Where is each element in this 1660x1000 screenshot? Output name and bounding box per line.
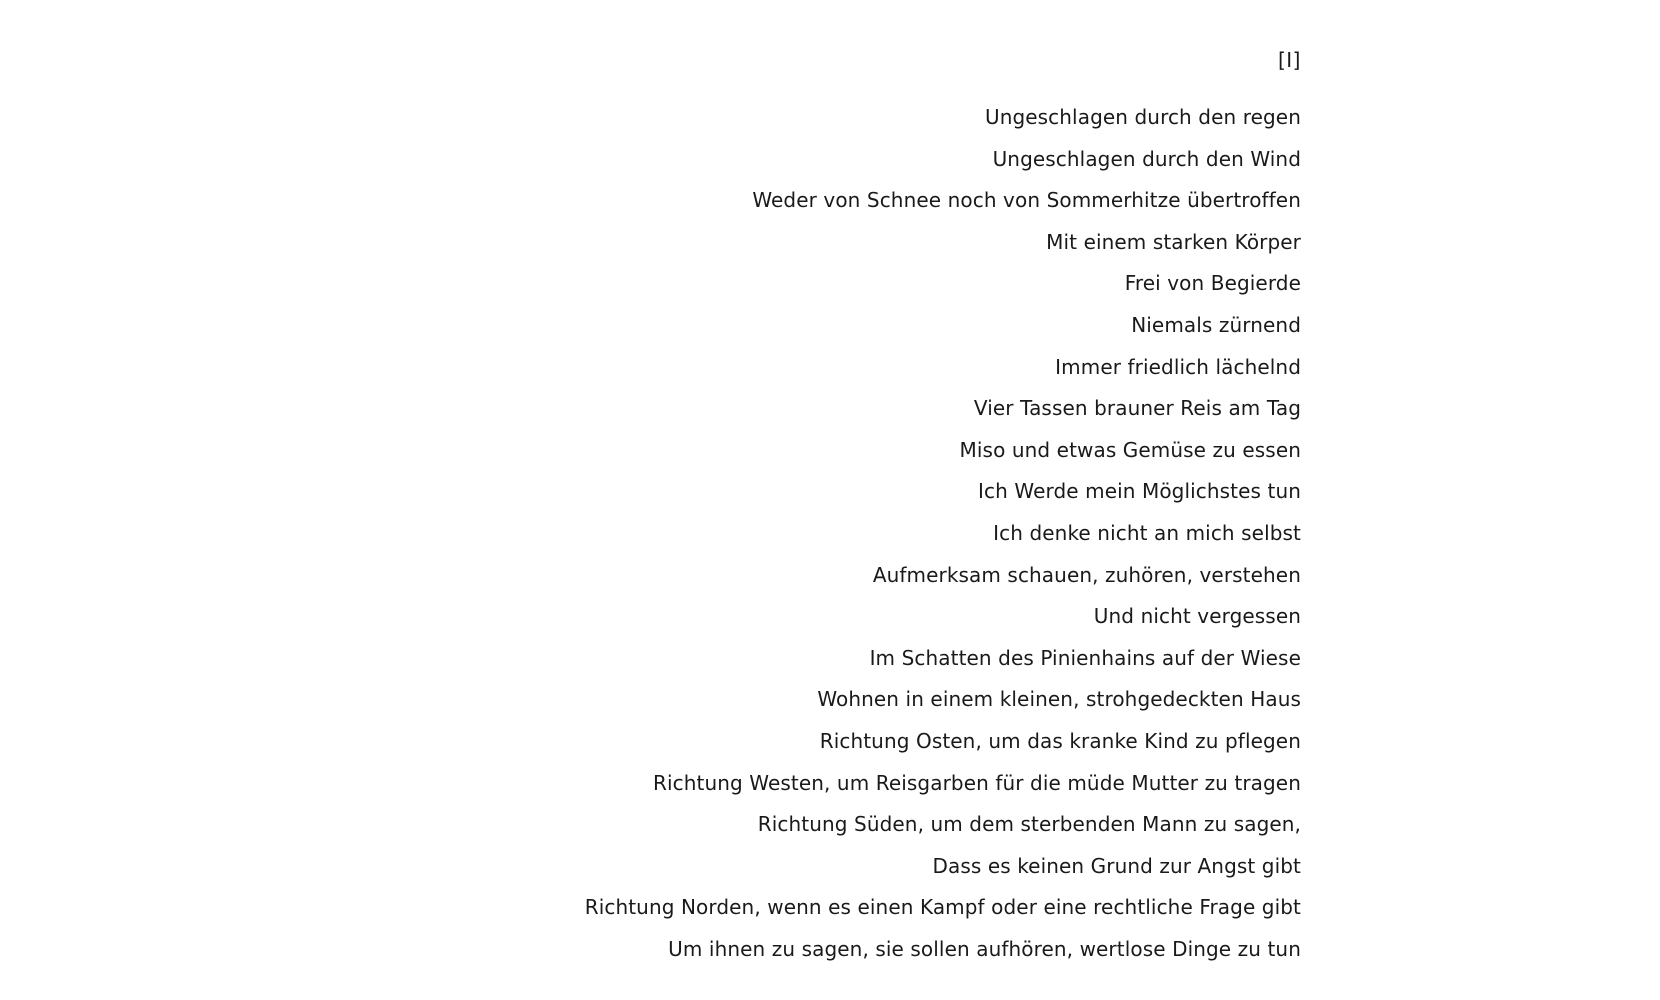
poem-lines: [585, 97, 1301, 970]
poem-line: Ungeschlagen durch den regen: [984, 105, 1301, 129]
poem-line: Dass es keinen Grund zur Angst gibt: [932, 853, 1301, 878]
poem-line: Richtung Osten, um das kranke Kind zu pflegen: [819, 728, 1301, 753]
poem-line: Vier Tassen brauner Reis am Tag: [973, 396, 1301, 421]
poem-line: Um ihnen zu sagen, sie sollen aufhören, wertlose Dinge zu tun: [668, 936, 1301, 961]
section-number: [I]: [1277, 48, 1301, 72]
poem-line: Frei von Begierde: [1124, 271, 1301, 296]
poem-line: Ich denke nicht an mich selbst: [993, 520, 1301, 545]
poem-line: Wohnen in einem kleinen, strohgedeckten Haus: [817, 687, 1301, 712]
poem-line: Richtung Süden, um dem sterbenden Mann zu sagen,: [757, 812, 1301, 837]
poem-line: Ich Werde mein Möglichstes tun: [978, 479, 1301, 504]
poem-line: Richtung Westen, um Reisgarben für die müde Mutter zu tragen: [653, 770, 1301, 795]
poem-block: [585, 47, 1301, 970]
poem-line: Aufmerksam schauen, zuhören, verstehen: [872, 562, 1301, 587]
poem-line: Und nicht vergessen: [1093, 604, 1301, 629]
poem-line: Ungeschlagen durch den Wind: [992, 146, 1301, 171]
poem-line: Mit einem starken Körper: [1046, 229, 1301, 254]
poem-line: Weder von Schnee noch von Sommerhitze übertroffen: [752, 188, 1301, 213]
poem-line: Richtung Norden, wenn es einen Kampf oder eine rechtliche Frage gibt: [584, 895, 1301, 920]
poem-line: Im Schatten des Pinienhains auf der Wiese: [869, 645, 1301, 670]
poem-line: Niemals zürnend: [1131, 312, 1301, 337]
poem-line: Immer friedlich lächelnd: [1055, 354, 1301, 379]
poem-line: Miso und etwas Gemüse zu essen: [959, 437, 1301, 462]
